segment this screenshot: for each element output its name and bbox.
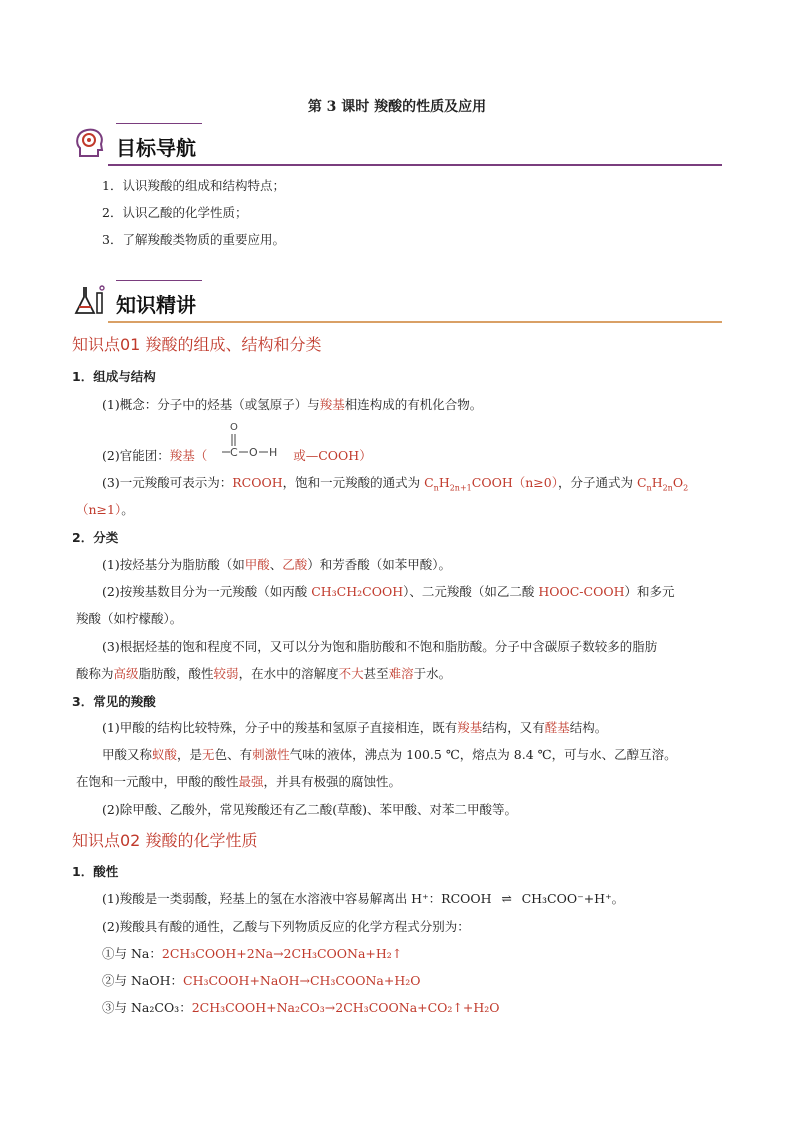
goal-item-1: 1．认识羧酸的组成和结构特点； — [102, 178, 285, 193]
kp2-reaction-naoh: ②与 NaOH：CH₃COOH+NaOH→CH₃COONa+H₂O — [102, 973, 421, 988]
kp2-acidity-2: (2)羧酸具有酸的通性，乙酸与下列物质反应的化学方程式分别为： — [102, 919, 470, 934]
knowledge-heading: 知识精讲 — [116, 293, 196, 317]
svg-text:O: O — [249, 446, 258, 459]
kp1-subheading-3: 3．常见的羧酸 — [72, 694, 156, 709]
kp2-reaction-na2co3: ③与 Na₂CO₃：2CH₃COOH+Na₂CO₃→2CH₃COONa+CO₂↑+H₂O — [102, 1000, 500, 1015]
goal-item-2: 2．认识乙酸的化学性质； — [102, 205, 248, 220]
kp1-other-acids: (2)除甲酸、乙酸外，常见羧酸还有乙二酸(草酸)、苯甲酸、对苯二甲酸等。 — [102, 802, 517, 817]
equilibrium-arrow-icon: ⇌ — [501, 891, 512, 906]
kp1-mono-acid-line: (3)一元羧酸可表示为：RCOOH，饱和一元羧酸的通式为 $C_nH_{2n+1}COOH(n\ge 0)$，分子通式为 $C_nH_{2n}O_2$ — [102, 475, 689, 493]
goal-item-3: 3．了解羧酸类物质的重要应用。 — [102, 232, 285, 247]
kp2-acidity-1: (1)羧酸是一类弱酸，羟基上的氢在水溶液中容易解离出 H⁺：RCOOH ⇌ CH₃COO⁻+H⁺。 — [102, 891, 625, 906]
page-title: 第 3 课时 羧酸的性质及应用 — [307, 99, 487, 115]
kp1-formic-2: 甲酸又称蚁酸，是无色、有刺激性气味的液体，沸点为 100.5 ℃，熔点为 8.4 ℃，可与水、乙醇互溶。 — [102, 747, 677, 762]
goal-heading: 目标导航 — [116, 136, 196, 160]
kp1-class-2b: 羧酸（如柠檬酸）。 — [76, 611, 183, 626]
kp2-reaction-na: ①与 Na：2CH₃COOH+2Na→2CH₃COONa+H₂↑ — [102, 946, 403, 961]
kp1-class-2: (2)按羧基数目分为一元羧酸（如丙酸 CH₃CH₂COOH）、二元羧酸（如乙二酸 HOOC-COOH）和多元 — [102, 584, 675, 599]
kp1-class-3b: 酸称为高级脂肪酸，酸性较弱，在水中的溶解度不大甚至难溶于水。 — [76, 666, 452, 681]
carboxyl-structure-svg — [222, 420, 308, 460]
kp1-formic-3: 在饱和一元酸中，甲酸的酸性最强，并具有极强的腐蚀性。 — [76, 774, 402, 789]
kp1-class-1: (1)按烃基分为脂肪酸（如甲酸、乙酸）和芳香酸（如苯甲酸）。 — [102, 557, 452, 572]
kp1-subheading-2: 2．分类 — [72, 530, 119, 545]
kp1-class-3: (3)根据烃基的饱和程度不同，又可以分为饱和脂肪酸和不饱和脂肪酸。分子中含碳原子数较多的脂肪 — [102, 639, 658, 654]
kp2-heading: 知识点02 羧酸的化学性质 — [72, 831, 258, 850]
svg-text:C: C — [230, 446, 238, 459]
kp2-subheading-1: 1．酸性 — [72, 864, 119, 879]
kp1-mono-acid-line-2: （n≥1）。 — [76, 502, 134, 517]
goal-section-header — [72, 126, 722, 166]
kp1-subheading-1: 1．组成与结构 — [72, 369, 156, 384]
kp1-heading: 知识点01 羧酸的组成、结构和分类 — [72, 335, 322, 354]
flask-icon — [72, 283, 108, 319]
kp1-concept-line: (1)概念：分子中的烃基（或氢原子）与羧基相连构成的有机化合物。 — [102, 397, 483, 412]
svg-text:O: O — [230, 422, 238, 433]
brain-gear-icon — [72, 126, 108, 162]
kp1-formic-1: (1)甲酸的结构比较特殊，分子中的羧基和氢原子直接相连，既有羧基结构，又有醛基结构。 — [102, 720, 608, 735]
svg-text:H: H — [269, 446, 278, 459]
knowledge-section-header — [72, 283, 722, 323]
kp1-functional-group-line: (2)官能团：羧基（ 或—COOH） — [102, 448, 372, 463]
